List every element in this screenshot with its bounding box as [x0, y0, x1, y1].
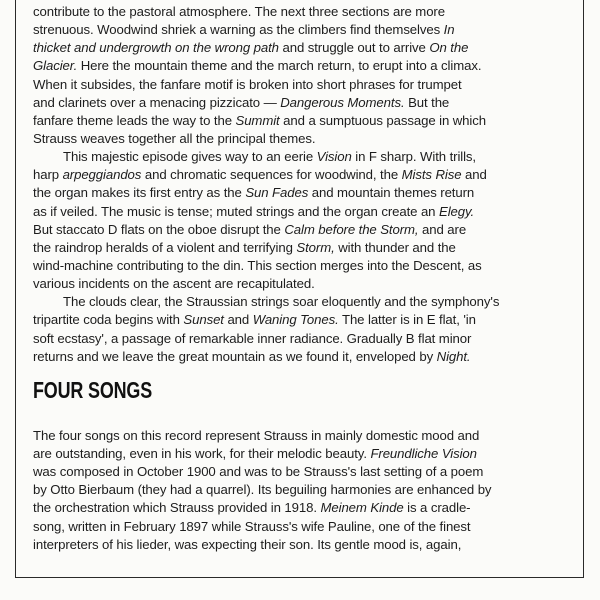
italic-title-run: Storm, — [296, 239, 335, 255]
text-line — [33, 76, 549, 94]
text-line — [33, 427, 549, 445]
text-line — [33, 275, 549, 293]
frame-right-rule — [583, 0, 584, 578]
italic-title-run: arpeggiandos — [62, 167, 142, 183]
italic-title-run: In — [443, 22, 455, 38]
italic-title-run: thicket and undergrowth on the wrong path — [33, 40, 279, 56]
text-run: and are — [418, 221, 467, 237]
text-line — [33, 518, 549, 536]
text-run: When it subsides, the fanfare motif is broken into short phrases for trumpet — [33, 76, 462, 92]
text-line — [33, 39, 549, 57]
text-line — [33, 112, 549, 130]
text-line — [33, 239, 549, 257]
text-line — [33, 221, 549, 239]
paragraph-four-songs — [33, 427, 549, 554]
article-body — [33, 3, 549, 554]
italic-title-run: Elegy. — [439, 203, 475, 219]
text-run: and clarinets over a menacing pizzicato — — [33, 94, 281, 110]
italic-title-run: Vision — [316, 149, 352, 165]
italic-title-run: Sunset — [183, 312, 224, 328]
text-run: tripartite coda begins with — [33, 312, 184, 328]
italic-title-run: Glacier. — [33, 58, 78, 74]
text-run: is a cradle- — [403, 500, 471, 516]
text-run: and a sumptuous passage in which — [279, 112, 486, 128]
text-run: various incidents on the ascent are recapitulated. — [33, 276, 315, 292]
text-run: Here the mountain theme and the march return, to erupt into a climax. — [77, 58, 482, 74]
italic-title-run: On the — [429, 40, 469, 56]
text-run: This majestic episode gives way to an eerie — [63, 149, 317, 165]
text-line — [33, 166, 549, 184]
text-run: as if veiled. The music is tense; muted strings and the organ create an — [33, 203, 439, 219]
text-run: and struggle out to arrive — [278, 40, 430, 56]
italic-title-run: Sun Fades — [245, 185, 309, 201]
text-run: and mountain themes return — [308, 185, 475, 201]
text-line — [33, 130, 549, 148]
frame-left-rule — [15, 0, 16, 578]
text-run: interpreters of his lieder, was expecting their son. Its gentle mood is, again, — [33, 536, 462, 552]
italic-title-run: Calm before the Storm, — [284, 221, 419, 237]
italic-title-run: Freundliche Vision — [370, 445, 477, 461]
italic-title-run: Waning Tones. — [252, 312, 339, 328]
frame-bottom-rule — [15, 577, 584, 578]
text-line — [33, 463, 549, 481]
text-run: But staccato D flats on the oboe disrupt the — [33, 221, 285, 237]
paragraph-coda — [33, 293, 549, 366]
text-run: returns and we leave the great mountain as we found it, enveloped by — [33, 348, 437, 364]
text-line — [33, 311, 549, 329]
text-run: in F sharp. With trills, — [351, 149, 476, 165]
paragraph-vision-storm — [33, 148, 549, 293]
text-line — [33, 3, 549, 21]
text-line — [33, 445, 549, 463]
text-run: the orchestration which Strauss provided in 1918. — [33, 500, 321, 516]
text-run: The four songs on this record represent Strauss in mainly domestic mood and — [33, 427, 480, 443]
text-run: The clouds clear, the Straussian strings soar eloquently and the symphony's — [63, 294, 500, 310]
text-run: harp — [33, 167, 63, 183]
text-run: with thunder and the — [334, 239, 456, 255]
text-run: and — [223, 312, 253, 328]
text-run: and chromatic sequences for woodwind, the — [141, 167, 402, 183]
text-line — [33, 481, 549, 499]
text-run: contribute to the pastoral atmosphere. The next three sections are more — [33, 4, 445, 19]
text-run: by Otto Bierbaum (they had a quarrel). Its beguiling harmonies are enhanced by — [33, 482, 492, 498]
italic-title-run: Dangerous Moments. — [280, 94, 405, 110]
paragraph-alpine-climb — [33, 3, 549, 148]
heading-block — [33, 366, 549, 410]
text-line — [33, 57, 549, 75]
italic-title-run: Night. — [436, 348, 471, 364]
text-line — [33, 293, 549, 311]
text-run: wind-machine contributing to the din. This section merges into the Descent, as — [33, 257, 482, 273]
text-run: The latter is in E flat, 'in — [338, 312, 476, 328]
text-line — [33, 499, 549, 517]
text-run: Strauss weaves together all the principal themes. — [33, 130, 316, 146]
text-run: strenuous. Woodwind shriek a warning as the climbers find themselves — [33, 22, 444, 38]
text-run: song, written in February 1897 while Strauss's wife Pauline, one of the finest — [33, 518, 471, 534]
heading-spacer — [33, 410, 549, 427]
text-line — [33, 257, 549, 275]
text-run: the organ makes its first entry as the — [33, 185, 246, 201]
text-run: soft ecstasy', a passage of remarkable inner radiance. Gradually B flat minor — [33, 330, 472, 346]
text-run: But the — [404, 94, 450, 110]
text-run: the raindrop heralds of a violent and terrifying — [33, 239, 297, 255]
text-line — [33, 94, 549, 112]
text-line — [33, 148, 549, 166]
text-line — [33, 203, 549, 221]
text-line — [33, 536, 549, 554]
section-heading: FOUR SONGS — [33, 376, 153, 403]
italic-title-run: Summit — [235, 112, 280, 128]
italic-title-run: Meinem Kinde — [320, 500, 404, 516]
text-line — [33, 184, 549, 202]
text-line — [33, 21, 549, 39]
italic-title-run: Mists Rise — [401, 167, 462, 183]
text-run: was composed in October 1900 and was to be Strauss's last setting of a poem — [33, 464, 484, 480]
text-run: are outstanding, even in his work, for their melodic beauty. — [33, 445, 371, 461]
text-run: and — [461, 167, 487, 183]
text-line — [33, 330, 549, 348]
text-line — [33, 348, 549, 366]
text-run: fanfare theme leads the way to the — [33, 112, 236, 128]
